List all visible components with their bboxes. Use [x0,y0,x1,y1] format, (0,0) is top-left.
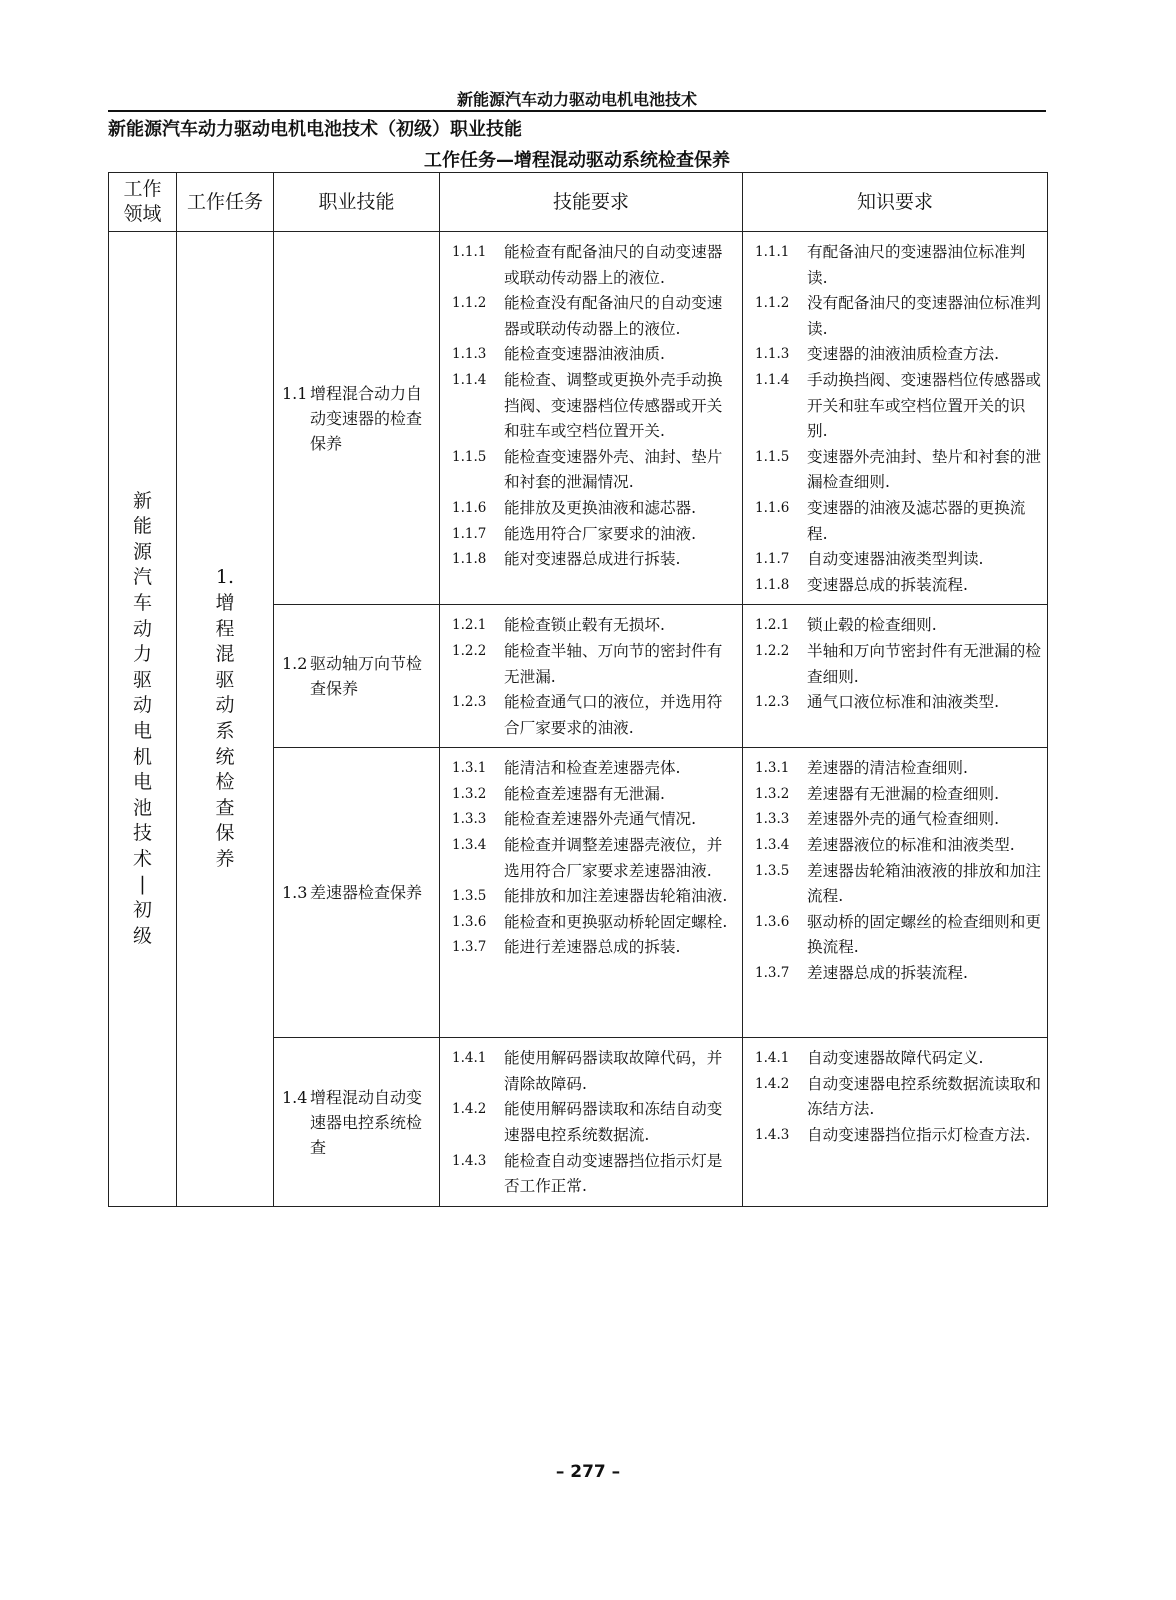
task-char: 程 [215,617,235,640]
list-item [755,639,1041,690]
requirement-text: 能对变速器总成进行拆装. [504,550,681,569]
domain-char: 源 [132,540,152,563]
list-item [755,690,1041,716]
requirement-text: 有配备油尺的变速器油位标准判读. [807,243,1026,287]
list-item [452,884,736,910]
domain-char: 电 [132,719,152,742]
requirement-number: 1.2.2 [452,642,487,659]
requirement-text: 能检查通气口的液位，并选用符合厂家要求的油液. [504,693,723,737]
domain-char: 能 [132,515,152,538]
skill-number: 1.4 [282,1087,308,1107]
list-item [755,368,1041,445]
table-body [109,232,1048,1207]
requirement-text: 能检查变速器油液油质. [504,345,665,364]
requirement-number: 1.3.7 [755,965,790,982]
requirement-number: 1.1.1 [755,244,790,260]
header-skill-requirement: 技能要求 [440,173,743,232]
header-work-task: 工作任务 [177,173,274,232]
vocational-skill-cell [274,1038,440,1207]
list-item [755,445,1041,496]
requirement-text: 能检查、调整或更换外壳手动换挡阀、变速器档位传感器或开关和驻车或空档位置开关. [504,370,723,441]
requirement-text: 能检查没有配备油尺的自动变速器或联动传动器上的液位. [504,294,723,338]
domain-char: 机 [132,745,152,768]
requirement-text: 差速器齿轮箱油液液的排放和加注流程. [807,861,1041,906]
requirement-number: 1.3.4 [755,837,790,854]
requirement-number: 1.1.2 [452,295,487,312]
requirement-number: 1.1.7 [755,551,790,568]
document-title: 新能源汽车动力驱动电机电池技术（初级）职业技能 [108,119,522,140]
domain-char: | [139,873,146,896]
list-item [452,639,736,690]
requirement-number: 1.3.7 [452,939,487,956]
requirement-text: 驱动桥的固定螺丝的检查细则和更换流程. [807,912,1041,957]
list-item [755,782,1041,808]
list-item [452,1046,736,1097]
list-item [755,1072,1041,1123]
requirement-number: 1.3.6 [452,913,487,930]
requirement-number: 1.1.6 [452,499,487,516]
requirement-number: 1.3.4 [452,837,487,854]
list-item [452,1149,736,1200]
page-number: – 277 – [555,1462,621,1482]
list-item [452,782,736,808]
requirement-number: 1.3.5 [755,862,790,879]
task-char: 统 [215,745,235,768]
header-label: 工作领域 [123,178,162,225]
requirement-number: 1.1.5 [452,448,487,465]
list-item [755,833,1041,859]
task-char: 养 [215,847,235,870]
header-vocational-skill: 职业技能 [274,173,440,232]
requirement-number: 1.1.2 [755,295,790,312]
requirement-number: 1.4.3 [755,1127,790,1144]
requirement-number: 1.3.3 [452,811,487,828]
vocational-skill-cell [274,748,440,1038]
requirement-text: 差速器有无泄漏的检查细则. [807,784,1000,803]
list-item [452,690,736,741]
requirement-text: 能选用符合厂家要求的油液. [504,524,697,543]
list-item [755,807,1041,833]
requirement-text: 能排放和加注差速器齿轮箱油液. [504,887,728,906]
requirement-text: 差速器的清洁检查细则. [807,759,968,778]
requirement-number: 1.4.1 [452,1050,487,1067]
requirement-text: 差速器液位的标准和油液类型. [807,836,1015,855]
requirement-number: 1.1.3 [755,346,790,363]
work-domain-cell [109,232,177,1207]
requirement-text: 能检查并调整差速器壳液位，并选用符合厂家要求差速器油液. [504,836,723,880]
list-item [755,859,1041,910]
knowledge-requirements-cell [743,748,1048,1038]
document-subtitle: 工作任务—增程混动驱动系统检查保养 [424,150,730,171]
requirement-text: 能检查有配备油尺的自动变速器或联动传动器上的液位. [504,243,723,287]
list-item [452,807,736,833]
task-char: 检 [215,771,235,794]
requirement-text: 变速器的油液油质检查方法. [807,345,1000,364]
list-item [452,910,736,936]
list-item [755,1046,1041,1072]
requirement-text: 能清洁和检查差速器壳体. [504,759,681,778]
list-item [755,342,1041,368]
requirement-text: 能排放及更换油液和滤芯器. [504,498,697,517]
list-item [452,368,736,445]
requirement-text: 差速器外壳的通气检查细则. [807,810,1000,829]
requirement-text: 变速器外壳油封、垫片和衬套的泄漏检查细则. [807,447,1041,492]
requirement-text: 手动换挡阀、变速器档位传感器或开关和驻车或空档位置开关的识别. [807,370,1041,441]
task-char: 1. [215,566,235,589]
requirement-text: 能检查和更换驱动桥轮固定螺栓. [504,912,728,931]
list-item [755,240,1041,291]
requirement-number: 1.2.2 [755,642,790,659]
knowledge-requirements-cell [743,232,1048,605]
header-divider [108,110,1046,112]
skill-requirements-cell [440,1038,743,1207]
requirement-number: 1.3.1 [755,760,790,777]
domain-char: 电 [132,771,152,794]
requirement-text: 自动变速器油液类型判读. [807,550,984,569]
task-char: 增 [215,591,235,614]
domain-char: 术 [132,847,152,870]
list-item [452,935,736,961]
knowledge-requirements-cell [743,605,1048,748]
task-char: 查 [215,796,235,819]
list-item [452,445,736,496]
requirement-text: 能检查差速器外壳通气情况. [504,810,697,829]
skill-requirements-cell [440,232,743,605]
list-item [452,522,736,548]
domain-char: 力 [132,643,152,666]
requirement-number: 1.4.2 [755,1075,790,1092]
skill-number: 1.1 [282,383,308,403]
requirement-text: 能使用解码器读取和冻结自动变速器电控系统数据流. [504,1100,723,1145]
requirement-text: 能检查锁止毂有无损坏. [504,616,665,635]
skill-name: 驱动轴万向节检查保养 [310,654,423,699]
skill-requirements-cell [440,605,743,748]
requirement-number: 1.2.1 [452,617,487,634]
list-item [452,342,736,368]
list-item [452,613,736,639]
requirement-text: 自动变速器电控系统数据流读取和冻结方法. [807,1074,1041,1119]
requirement-number: 1.1.4 [755,371,790,388]
requirement-text: 能检查变速器外壳、油封、垫片和衬套的泄漏情况. [504,447,723,492]
requirement-text: 能检查自动变速器挡位指示灯是否工作正常. [504,1151,723,1196]
skill-number: 1.3 [282,883,308,903]
domain-char: 新 [132,489,152,512]
requirement-number: 1.3.3 [755,811,790,828]
requirement-number: 1.4.3 [452,1152,487,1169]
skill-number: 1.2 [282,654,308,674]
task-char: 动 [215,694,235,717]
knowledge-requirements-cell [743,1038,1048,1207]
requirement-number: 1.1.4 [452,371,487,388]
table-header-row [109,173,1048,232]
task-char: 驱 [215,668,235,691]
requirement-number: 1.1.6 [755,499,790,516]
requirement-number: 1.1.1 [452,244,487,260]
list-item [452,547,736,573]
domain-char: 动 [132,694,152,717]
task-char: 系 [215,719,235,742]
list-item [755,910,1041,961]
list-item [755,1123,1041,1149]
list-item [452,756,736,782]
requirement-text: 能检查半轴、万向节的密封件有无泄漏. [504,641,723,686]
list-item [755,756,1041,782]
domain-char: 驱 [132,668,152,691]
skill-name: 增程混动自动变速器电控系统检查 [310,1087,423,1157]
requirement-number: 1.3.2 [755,785,790,802]
list-item [452,1097,736,1148]
requirement-number: 1.1.7 [452,525,487,542]
list-item [755,573,1041,599]
vocational-skill-cell [274,232,440,605]
requirement-text: 变速器的油液及滤芯器的更换流程. [807,498,1026,543]
requirement-number: 1.2.3 [755,694,790,711]
requirement-text: 变速器总成的拆装流程. [807,575,968,594]
requirement-text: 自动变速器挡位指示灯检查方法. [807,1126,1031,1145]
domain-char: 技 [132,822,152,845]
requirement-text: 自动变速器故障代码定义. [807,1049,984,1068]
work-task-cell [177,232,274,1207]
skill-name: 差速器检查保养 [310,883,423,903]
requirement-text: 能检查差速器有无泄漏. [504,784,665,803]
list-item [755,496,1041,547]
requirement-number: 1.3.6 [755,913,790,930]
list-item [755,547,1041,573]
list-item [755,613,1041,639]
domain-char: 级 [132,924,152,947]
requirement-text: 差速器总成的拆装流程. [807,964,968,983]
skills-table [108,172,1048,1207]
table-row [109,232,1048,605]
vocational-skill-cell [274,605,440,748]
requirement-text: 锁止毂的检查细则. [807,616,937,635]
task-char: 混 [215,643,235,666]
list-item [452,240,736,291]
skill-requirements-cell [440,748,743,1038]
requirement-number: 1.1.3 [452,346,487,363]
running-head: 新能源汽车动力驱动电机电池技术 [456,90,697,109]
requirement-text: 能使用解码器读取故障代码，并清除故障码. [504,1049,723,1093]
requirement-number: 1.1.8 [452,551,487,568]
requirement-number: 1.3.1 [452,760,487,777]
header-knowledge-requirement: 知识要求 [743,173,1048,232]
requirement-number: 1.1.8 [755,576,790,593]
list-item [755,291,1041,342]
requirement-number: 1.2.1 [755,617,790,634]
requirement-text: 没有配备油尺的变速器油位标准判读. [807,294,1041,338]
requirement-text: 能进行差速器总成的拆装. [504,938,681,957]
requirement-number: 1.3.5 [452,888,487,905]
domain-char: 池 [132,796,152,819]
domain-char: 初 [132,899,152,922]
domain-char: 车 [132,591,152,614]
requirement-text: 半轴和万向节密封件有无泄漏的检查细则. [807,641,1041,686]
requirement-number: 1.4.2 [452,1101,487,1118]
task-char: 保 [215,822,235,845]
list-item [755,961,1041,987]
domain-char: 汽 [132,566,152,589]
domain-char: 动 [132,617,152,640]
skill-name: 增程混合动力自动变速器的检查保养 [310,383,423,453]
header-work-domain [109,173,177,232]
requirement-number: 1.3.2 [452,785,487,802]
requirement-number: 1.1.5 [755,448,790,465]
list-item [452,291,736,342]
list-item [452,496,736,522]
list-item [452,833,736,884]
requirement-number: 1.4.1 [755,1050,790,1067]
requirement-number: 1.2.3 [452,694,487,711]
requirement-text: 通气口液位标准和油液类型. [807,693,1000,712]
